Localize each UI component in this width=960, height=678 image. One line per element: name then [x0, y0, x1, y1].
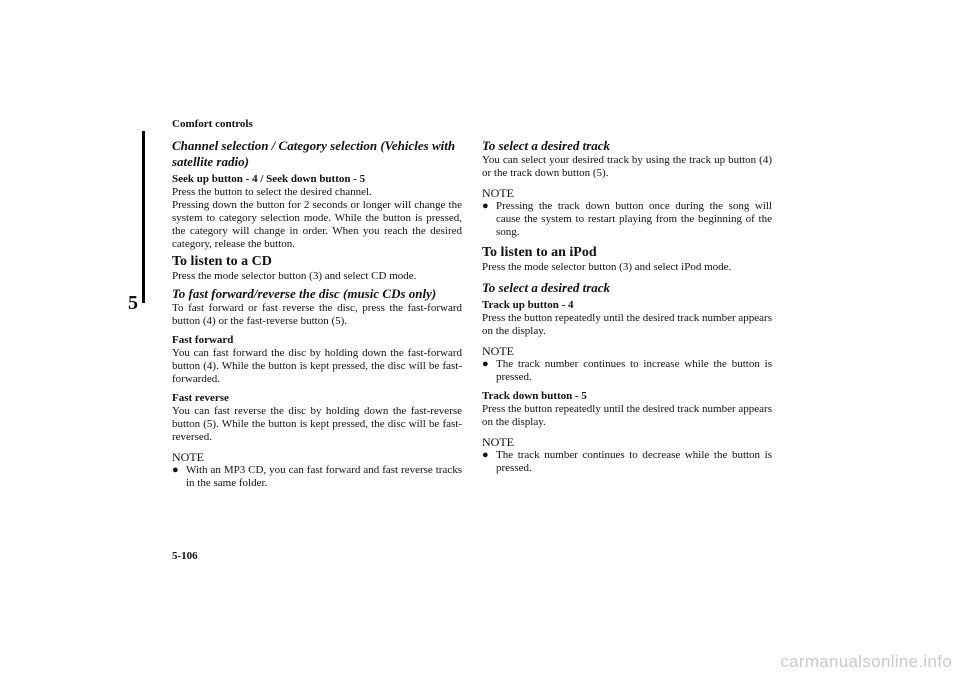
ipod-text: Press the mode selector button (3) and select iPod mode.: [482, 261, 732, 273]
note-label: NOTE: [482, 186, 514, 200]
note-label: NOTE: [172, 450, 204, 464]
track-up-text: Press the button repeatedly until the desired track number appears on the display.: [482, 312, 772, 337]
seek-line: Press the button to select the desired channel.: [172, 186, 372, 198]
subheading-track-up: Track up button - 4: [482, 299, 574, 311]
heading-listen-ipod: To listen to an iPod: [482, 245, 597, 260]
note-label: NOTE: [482, 344, 514, 358]
note-item: [482, 200, 772, 239]
note-text: With an MP3 CD, you can fast forward and fast reverse tracks in the same folder.: [186, 464, 462, 489]
subheading-track-down: Track down button - 5: [482, 390, 587, 402]
subheading-fast-forward: Fast forward: [172, 334, 234, 346]
heading-select-track: To select a desired track: [482, 138, 611, 153]
running-header: Comfort controls: [172, 118, 253, 130]
bullet-icon: ●: [172, 464, 179, 476]
subheading-fast-reverse: Fast reverse: [172, 392, 229, 404]
heading-select-track-ipod: To select a desired track: [482, 280, 611, 295]
chapter-rule: [142, 131, 145, 303]
note-item: [482, 358, 772, 384]
heading-channel-selection: Channel selection / Category selection (Vehicles with satellite radio): [172, 138, 456, 169]
subheading-seek: Seek up button - 4 / Seek down button - 5: [172, 173, 366, 185]
heading-fast-forward-reverse: To fast forward/reverse the disc (music CDs only): [172, 286, 437, 301]
seek-paragraph: Pressing down the button for 2 seconds or longer will change the system to category selection mode. While the button is pressed, the category will change in order. When you reach the desired category, release the button.: [172, 199, 462, 250]
right-column: [482, 138, 772, 475]
watermark: carmanualsonline.info: [780, 652, 952, 671]
note-text: The track number continues to increase while the button is pressed.: [496, 358, 772, 383]
note-item: [172, 464, 462, 490]
fast-forward-text: You can fast forward the disc by holding down the fast-forward button (4). While the button is kept pressed, the disc will be fast-forwarded.: [172, 347, 462, 385]
note-item: [482, 449, 772, 475]
note-text: The track number continues to decrease while the button is pressed.: [496, 449, 772, 474]
bullet-icon: ●: [482, 358, 489, 370]
fast-reverse-text: You can fast reverse the disc by holding down the fast-reverse button (5). While the button is kept pressed, the disc will be fast-reversed.: [172, 405, 462, 443]
note-label: NOTE: [482, 435, 514, 449]
note-text: Pressing the track down button once during the song will cause the system to restart playing from the beginning of the song.: [496, 200, 772, 238]
cd-text: Press the mode selector button (3) and select CD mode.: [172, 270, 417, 282]
bullet-icon: ●: [482, 449, 489, 461]
left-column: [172, 138, 462, 490]
track-text: You can select your desired track by using the track up button (4) or the track down button (5).: [482, 154, 772, 179]
ff-text: To fast forward or fast reverse the disc, press the fast-forward button (4) or the fast-reverse button (5).: [172, 302, 462, 327]
page-number: 5-106: [172, 550, 198, 562]
track-down-text: Press the button repeatedly until the desired track number appears on the display.: [482, 403, 772, 428]
heading-listen-cd: To listen to a CD: [172, 254, 272, 269]
chapter-tab: 5: [128, 292, 138, 314]
bullet-icon: ●: [482, 200, 489, 212]
